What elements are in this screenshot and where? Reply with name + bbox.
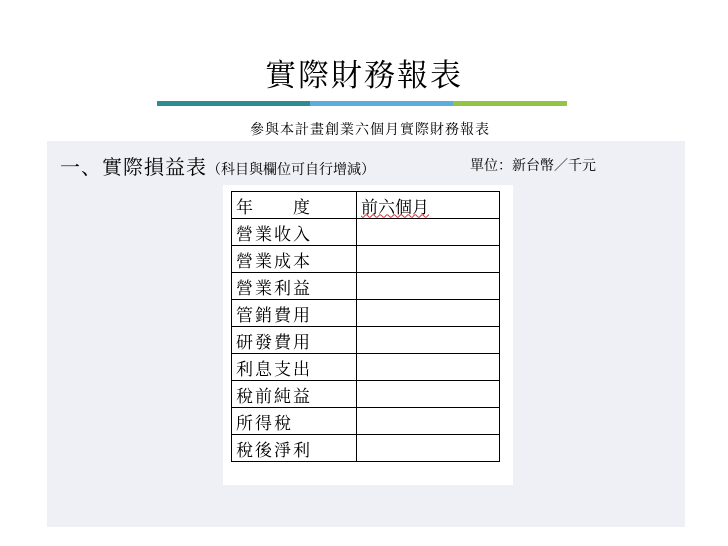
row-value-cell[interactable] xyxy=(357,435,500,462)
accent-bar-green xyxy=(453,101,567,106)
row-value-cell[interactable] xyxy=(357,408,500,435)
table-row xyxy=(232,273,500,300)
table-row xyxy=(232,219,500,246)
row-item-cell: 稅前純益 xyxy=(232,381,357,408)
section-heading-line xyxy=(60,151,596,180)
income-statement-table xyxy=(231,191,500,462)
table-row xyxy=(232,408,500,435)
table-header-row xyxy=(232,192,500,219)
row-value-cell[interactable] xyxy=(357,327,500,354)
row-item-cell: 營業利益 xyxy=(232,273,357,300)
row-item-cell: 營業收入 xyxy=(232,219,357,246)
row-item-cell: 所得稅 xyxy=(232,408,357,435)
currency-unit: 單位：新台幣／千元 xyxy=(470,158,596,174)
table-row xyxy=(232,300,500,327)
section-note: （科目與欄位可自行增減） xyxy=(207,162,375,178)
slide-title: 實際財務報表 xyxy=(265,58,463,94)
table-row xyxy=(232,381,500,408)
income-statement-table-box xyxy=(223,185,513,485)
header-period-label: 前六個月 xyxy=(361,197,429,218)
row-item-cell: 營業成本 xyxy=(232,246,357,273)
header-item-cell: 年 度 xyxy=(232,192,357,219)
row-value-cell[interactable] xyxy=(357,246,500,273)
table-row xyxy=(232,327,500,354)
table-row xyxy=(232,246,500,273)
accent-bar-blue xyxy=(310,101,453,106)
row-value-cell[interactable] xyxy=(357,219,500,246)
row-item-cell: 管銷費用 xyxy=(232,300,357,327)
row-value-cell[interactable] xyxy=(357,300,500,327)
row-value-cell[interactable] xyxy=(357,354,500,381)
section-heading: 一、實際損益表 xyxy=(60,155,207,179)
row-item-cell: 稅後淨利 xyxy=(232,435,357,462)
table-row xyxy=(232,435,500,462)
row-item-cell: 利息支出 xyxy=(232,354,357,381)
header-period-cell xyxy=(357,192,500,219)
accent-bar-teal xyxy=(157,101,310,106)
row-item-cell: 研發費用 xyxy=(232,327,357,354)
slide-subtitle: 參與本計畫創業六個月實際財務報表 xyxy=(250,122,490,138)
row-value-cell[interactable] xyxy=(357,381,500,408)
row-value-cell[interactable] xyxy=(357,273,500,300)
table-row xyxy=(232,354,500,381)
